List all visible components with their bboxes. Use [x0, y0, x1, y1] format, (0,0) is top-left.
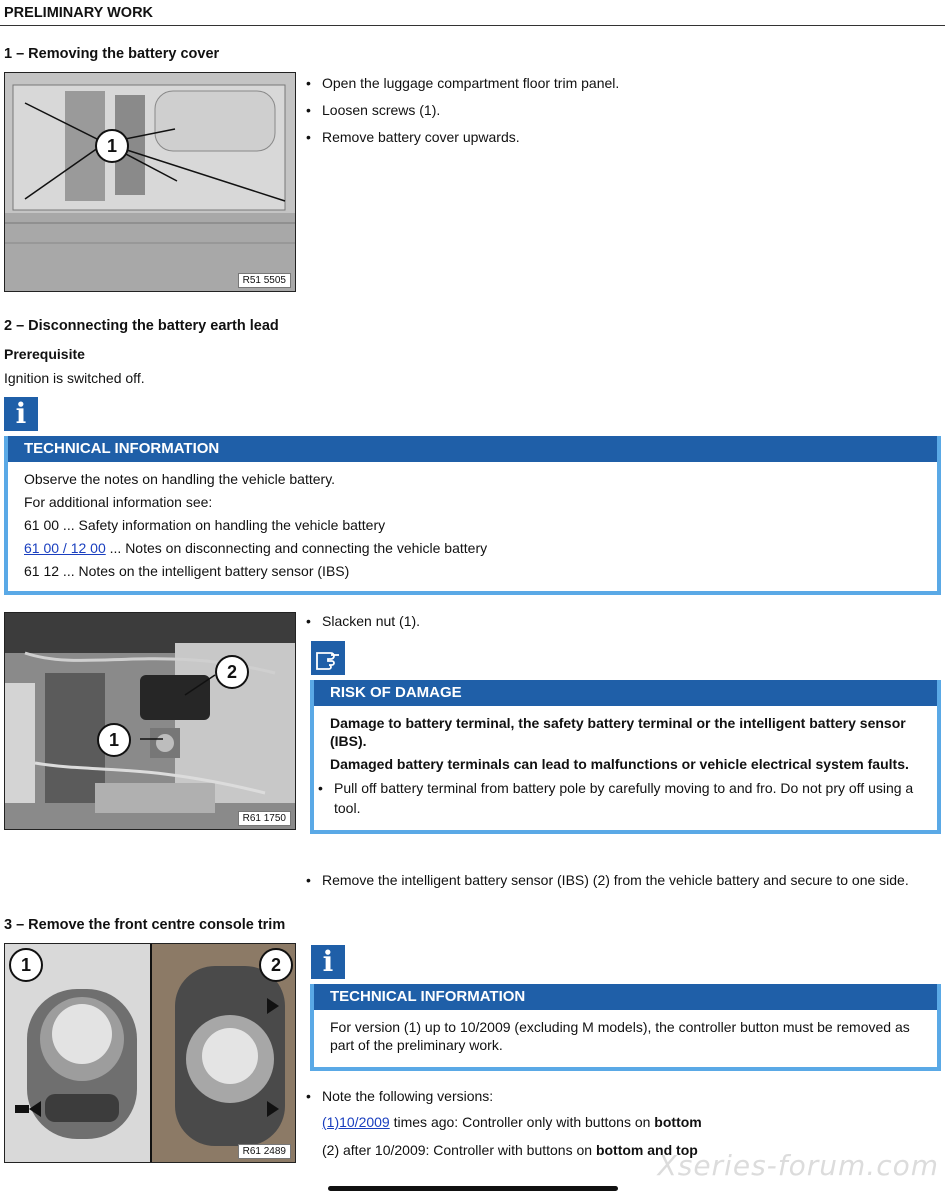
- warning-instructions: [316, 778, 923, 818]
- prerequisite-label: Prerequisite: [4, 346, 85, 362]
- hand-pointer-icon: [311, 641, 345, 675]
- list-item: • Note the following versions:: [304, 1086, 924, 1106]
- info-icon: i: [311, 945, 345, 979]
- photo-reference: R51 5505: [238, 273, 291, 288]
- list-item: • Remove battery cover upwards.: [304, 127, 924, 147]
- photo-callout-1: 1: [97, 723, 131, 757]
- step2-instructions: [304, 611, 924, 638]
- box-heading: RISK OF DAMAGE: [314, 680, 937, 706]
- note-line: 61 12 ... Notes on the intelligent battery sensor (IBS): [24, 563, 350, 579]
- list-item: • Pull off battery terminal from battery pole by carefully moving to and fro. Do not pry off using a tool.: [316, 778, 923, 818]
- note-line-text: ... Notes on disconnecting and connecting the vehicle battery: [105, 540, 488, 556]
- list-item: • Loosen screws (1).: [304, 100, 924, 120]
- hand-pointer-glyph: [311, 641, 345, 675]
- photo-reference: R61 1750: [238, 811, 291, 826]
- list-item: • Slacken nut (1).: [304, 611, 924, 631]
- page-title: PRELIMINARY WORK: [4, 5, 154, 21]
- version-emphasis: bottom and top: [595, 1142, 698, 1158]
- photo-callout-1: 1: [95, 129, 129, 163]
- version-link[interactable]: (1)10/2009: [322, 1114, 390, 1130]
- version-1-line: [322, 1114, 702, 1130]
- note-line: [24, 539, 923, 557]
- photo-reference: R61 2489: [238, 1144, 291, 1159]
- risk-of-damage-box: [310, 680, 941, 834]
- step2-title: 2 – Disconnecting the battery earth lead: [4, 318, 279, 334]
- version-text: (2) after 10/2009: Controller with buttons on: [322, 1142, 596, 1158]
- note-line: For additional information see:: [24, 494, 213, 510]
- prerequisite-text: Ignition is switched off.: [4, 370, 145, 386]
- photo-callout-1: 1: [9, 948, 43, 982]
- battery-cover-photo: [4, 72, 296, 292]
- step1-instructions: [304, 73, 924, 154]
- info-icon: i: [4, 397, 38, 431]
- version-2-line: [322, 1142, 698, 1158]
- step2-final-instructions: [304, 870, 944, 897]
- warning-text: Damage to battery terminal, the safety battery terminal or the intelligent battery sensor (IBS).: [330, 715, 906, 749]
- technical-information-box: [4, 436, 941, 595]
- note-line: For version (1) up to 10/2009 (excluding M models), the controller button must be removed as part of the preliminary work.: [330, 1019, 910, 1053]
- battery-cover-illustration: [5, 73, 295, 291]
- battery-terminal-illustration: [5, 613, 295, 829]
- list-item: • Open the luggage compartment floor trim panel.: [304, 73, 924, 93]
- photo-callout-2: 2: [259, 948, 293, 982]
- step3-instructions: [304, 1086, 924, 1113]
- controller-versions-photo: [4, 943, 296, 1163]
- photo-callout-2: 2: [215, 655, 249, 689]
- version-text: times ago: Controller only with buttons on: [389, 1114, 655, 1130]
- controller-illustration: [5, 944, 295, 1162]
- note-line: Observe the notes on handling the vehicle battery.: [24, 471, 336, 487]
- watermark-text: Xseries-forum.com: [657, 1149, 939, 1182]
- step1-title: 1 – Removing the battery cover: [4, 46, 220, 62]
- technical-information-box: [310, 984, 941, 1071]
- doc-link[interactable]: 61 00 / 12 00: [24, 540, 106, 556]
- battery-terminal-photo: [4, 612, 296, 830]
- scroll-indicator[interactable]: [328, 1186, 618, 1191]
- version-emphasis: bottom: [654, 1114, 702, 1130]
- warning-text: Damaged battery terminals can lead to malfunctions or vehicle electrical system faults.: [330, 756, 909, 772]
- box-heading: TECHNICAL INFORMATION: [8, 436, 937, 462]
- box-heading: TECHNICAL INFORMATION: [314, 984, 937, 1010]
- title-divider: [0, 25, 945, 26]
- step3-title: 3 – Remove the front centre console trim: [4, 917, 286, 933]
- note-line: 61 00 ... Safety information on handling the vehicle battery: [24, 517, 386, 533]
- list-item: • Remove the intelligent battery sensor (IBS) (2) from the vehicle battery and secure to one side.: [304, 870, 944, 890]
